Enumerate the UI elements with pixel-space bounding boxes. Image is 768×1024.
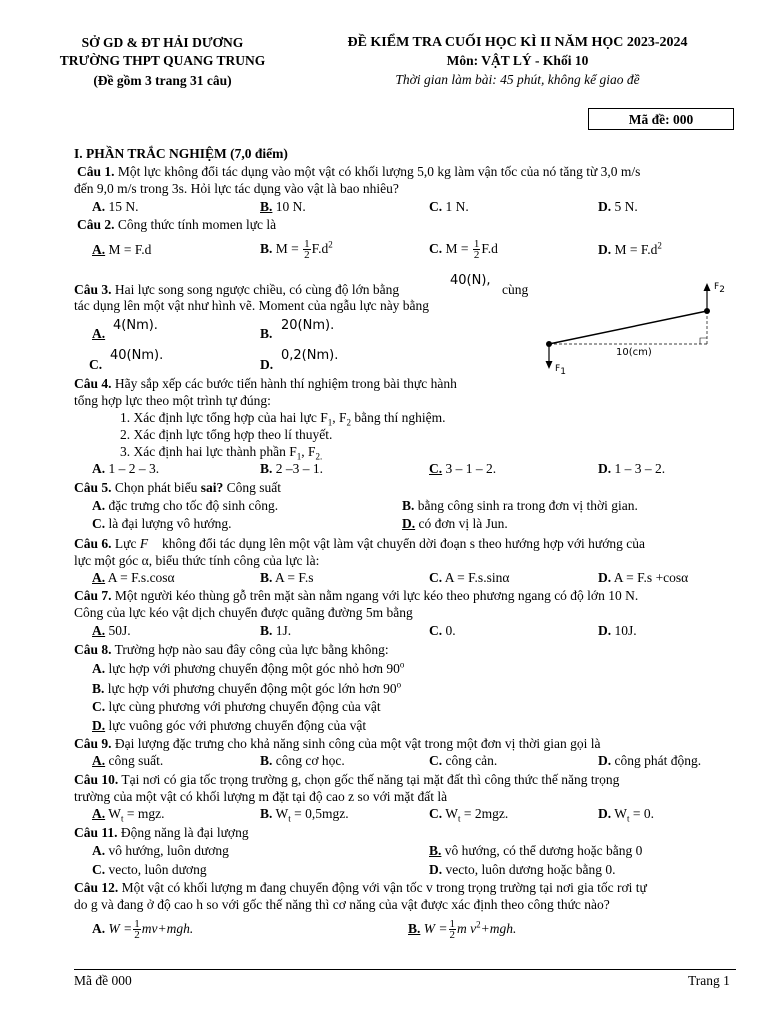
q9-option-d[interactable]: D. công phát động. xyxy=(598,753,702,768)
q12-option-a[interactable]: A. W = $\frac{1}{2}$ mv+mgh. xyxy=(92,918,194,942)
q8-option-a[interactable]: A. lực hợp với phương chuyển động một góc nhỏ hơn 90$^o$ xyxy=(92,659,405,676)
question-3-word: cùng xyxy=(502,282,529,297)
q3-option-a[interactable]: A. xyxy=(92,326,106,341)
q3-option-c-value: 40(Nm). xyxy=(110,348,164,363)
q4-option-b[interactable]: B. 2 –3 – 1. xyxy=(260,461,324,476)
q8-option-d[interactable]: D. lực vuông góc với phương chuyển động của vật xyxy=(92,718,367,733)
school-name: TRƯỜNG THPT QUANG TRUNG xyxy=(59,53,266,68)
section-title: I. PHẦN TRẮC NGHIỆM (7,0 điểm) xyxy=(74,146,288,161)
q2-option-b[interactable]: B. M = $\frac{1}{2}$ $F.d^2$ xyxy=(260,238,333,262)
q3-option-a-value: 4(Nm). xyxy=(113,318,158,333)
q5-option-c[interactable]: C. là đại lượng vô hướng. xyxy=(92,516,232,531)
question-10: Câu 10. Tại nơi có gia tốc trọng trường g, chọn gốc thế năng tại mặt đất thì công thức thế năng trọng xyxy=(74,772,620,787)
q8-option-b[interactable]: B. lực hợp với phương chuyển động một góc lớn hơn 90$^o$ xyxy=(92,679,402,696)
q11-option-c[interactable]: C. vecto, luôn dương xyxy=(92,862,207,877)
question-10-cont: trường của một vật có khối lượng m đặt tại độ cao z so với mặt đất là xyxy=(74,789,448,804)
question-2: Câu 2. Công thức tính momen lực là xyxy=(77,217,277,232)
q12-option-b[interactable]: B. W = $\frac{1}{2}$ m $v^2+mgh$. xyxy=(408,918,517,942)
q1-option-b[interactable]: B. 10 N. xyxy=(260,199,306,214)
q4-option-c[interactable]: C. 3 – 1 – 2. xyxy=(429,461,497,476)
footer-rule xyxy=(74,969,736,970)
q3-option-b-value: 20(Nm). xyxy=(281,318,335,333)
q3-force-value: 40(N), xyxy=(450,273,491,288)
question-4-cont: tổng hợp lực theo một trình tự đúng: xyxy=(74,393,271,408)
force-f2-label: $F_2$ xyxy=(714,282,725,295)
question-7-cont: Công của lực kéo vật dịch chuyển được quãng đường 5m bằng xyxy=(74,605,413,620)
question-8: Câu 8. Trường hợp nào sau đây công của lực bằng không: xyxy=(74,642,389,657)
footer-exam-code: Mã đề 000 xyxy=(74,973,132,988)
q6-option-b[interactable]: B. A = F.s xyxy=(260,570,314,585)
q2-option-d[interactable]: D. $M = F.d^2$ xyxy=(598,240,662,257)
force-f1-label: $F_1$ xyxy=(555,364,566,377)
exam-title: ĐỀ KIỂM TRA CUỐI HỌC KÌ II NĂM HỌC 2023-2024 xyxy=(347,35,688,50)
q5-option-d[interactable]: D. có đơn vị là Jun. xyxy=(402,516,508,531)
q4-option-d[interactable]: D. 1 – 3 – 2. xyxy=(598,461,666,476)
q3-option-b[interactable]: B. xyxy=(260,326,273,341)
time-note: Thời gian làm bài: 45 phút, không kể giao đề xyxy=(395,72,640,87)
q7-option-b[interactable]: B. 1J. xyxy=(260,623,292,638)
q10-option-d[interactable]: D. $W_t = 0$. xyxy=(598,806,655,824)
q7-option-a[interactable]: A. 50J. xyxy=(92,623,131,638)
question-5: Câu 5. Chọn phát biểu sai? Công suất xyxy=(74,480,282,495)
question-9: Câu 9. Đại lượng đặc trưng cho khả năng sinh công của một vật trong một đơn vị thời gian gọi là xyxy=(74,736,601,751)
footer-page-number: Trang 1 xyxy=(688,973,730,988)
subject-line: Môn: VẬT LÝ - Khối 10 xyxy=(446,53,589,68)
q1-option-c[interactable]: C. 1 N. xyxy=(429,199,469,214)
question-12-cont: do g và đang ở độ cao h so với gốc thế năng thì cơ năng của vật được xác định theo công thức nào? xyxy=(74,897,610,912)
question-11: Câu 11. Động năng là đại lượng xyxy=(74,825,249,840)
question-1-cont: đến 9,0 m/s trong 3s. Hỏi lực tác dụng vào vật là bao nhiêu? xyxy=(74,181,399,196)
question-6: Câu 6. Lực F⃗ không đổi tác dụng lên một vật làm vật chuyển dời đoạn s theo hướng hợp với hướng của xyxy=(74,536,645,551)
question-4: Câu 4. Hãy sắp xếp các bước tiến hành thí nghiệm trong bài thực hành xyxy=(74,376,457,391)
exam-code-box: Mã đề: 000 xyxy=(588,108,734,130)
question-6-cont: lực một góc α, biểu thức tính công của lực là: xyxy=(74,553,320,568)
q6-option-d[interactable]: D. A = F.s +cosα xyxy=(598,570,689,585)
q11-option-d[interactable]: D. vecto, luôn dương hoặc bằng 0. xyxy=(429,862,616,877)
q5-option-a[interactable]: A. đặc trưng cho tốc độ sinh công. xyxy=(92,498,279,513)
q10-option-c[interactable]: C. $W_t = 2mgz$. xyxy=(429,806,509,824)
question-12: Câu 12. Một vật có khối lượng m đang chuyển động với vận tốc v trong trọng trường tại nơi gia tốc rơi tự xyxy=(74,880,647,895)
q8-option-c[interactable]: C. lực cùng phương với phương chuyển động của vật xyxy=(92,699,381,714)
force-vector-symbol: F⃗ xyxy=(139,536,159,551)
q7-option-d[interactable]: D. 10J. xyxy=(598,623,637,638)
q9-option-a[interactable]: A. công suất. xyxy=(92,753,164,768)
q3-option-d-value: 0,2(Nm). xyxy=(281,348,339,363)
question-1: Câu 1. Một lực không đổi tác dụng vào một vật có khối lượng 5,0 kg làm vận tốc của nó tăng từ 3,0 m/s xyxy=(77,164,641,179)
q3-option-d[interactable]: D. xyxy=(260,357,274,372)
distance-label: 10(cm) xyxy=(616,347,652,358)
couple-force-diagram xyxy=(540,280,740,380)
q1-option-a[interactable]: A. 15 N. xyxy=(92,199,139,214)
q5-option-b[interactable]: B. bằng công sinh ra trong đơn vị thời gian. xyxy=(402,498,638,513)
q6-option-a[interactable]: A. A = F.s.cosα xyxy=(92,570,175,585)
school-department: SỞ GD & ĐT HẢI DƯƠNG xyxy=(81,35,244,50)
q10-option-b[interactable]: B. $W_t = 0,5mgz$. xyxy=(260,806,349,824)
q9-option-c[interactable]: C. công cản. xyxy=(429,753,498,768)
q4-option-a[interactable]: A. 1 – 2 – 3. xyxy=(92,461,160,476)
q10-option-a[interactable]: A. $W_t$ = mgz. xyxy=(92,806,165,824)
q3-option-c[interactable]: C. xyxy=(89,357,103,372)
q6-option-c[interactable]: C. A = F.s.sinα xyxy=(429,570,510,585)
page-count-note: (Đề gồm 3 trang 31 câu) xyxy=(93,73,232,88)
question-3-cont: tác dụng lên một vật như hình vẽ. Moment của ngẫu lực này bằng xyxy=(74,298,430,313)
q4-step-2: 2. Xác định lực tổng hợp theo lí thuyết. xyxy=(120,427,333,442)
q7-option-c[interactable]: C. 0. xyxy=(429,623,456,638)
q2-option-a[interactable]: A. M = F.d xyxy=(92,242,152,257)
question-7: Câu 7. Một người kéo thùng gỗ trên mặt sàn nằm ngang với lực kéo theo phương ngang có độ lớn 10 N. xyxy=(74,588,639,603)
question-3: Câu 3. Hai lực song song ngược chiều, có cùng độ lớn bằng xyxy=(74,282,400,297)
q4-step-1: 1. Xác định lực tổng hợp của hai lực $F_1$, $F_2$ bằng thí nghiệm. xyxy=(120,410,446,428)
q2-option-c[interactable]: C. M = $\frac{1}{2}$ F.d xyxy=(429,238,498,262)
q1-option-d[interactable]: D. 5 N. xyxy=(598,199,638,214)
q11-option-b[interactable]: B. vô hướng, có thể dương hoặc bằng 0 xyxy=(429,843,643,858)
q11-option-a[interactable]: A. vô hướng, luôn dương xyxy=(92,843,229,858)
q9-option-b[interactable]: B. công cơ học. xyxy=(260,753,345,768)
q4-step-3: 3. Xác định hai lực thành phần $F_1$, $F_{2.}$ xyxy=(120,444,323,462)
